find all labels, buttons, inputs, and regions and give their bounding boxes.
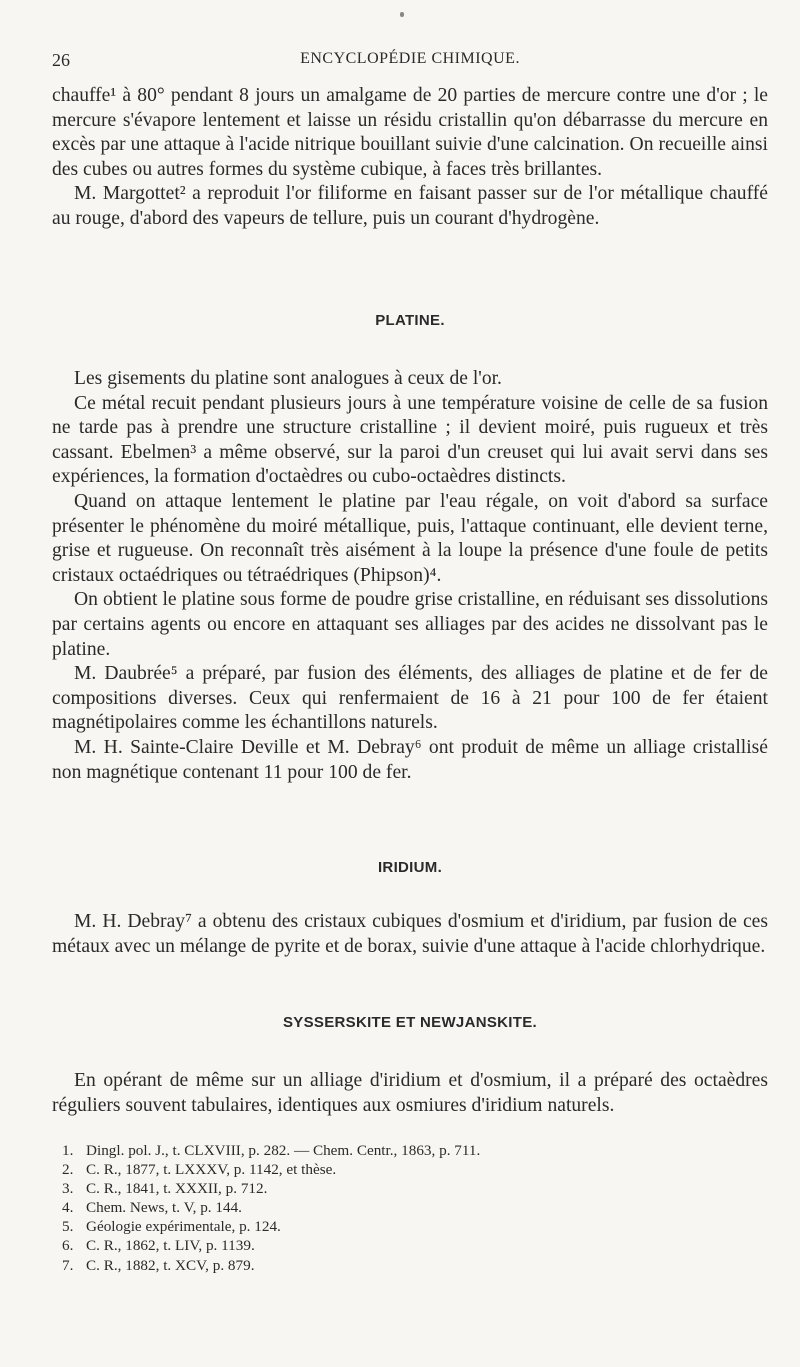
paragraph: M. Margottet² a reproduit l'or filiforme en faisant passer sur de l'or métallique chauffé au rouge, d'abord des vapeurs de tellure, puis un courant d'hydrogène. xyxy=(52,183,768,229)
footnote: 1. Dingl. pol. J., t. CLXVIII, p. 282. — Chem. Centr., 1863, p. 711. xyxy=(62,1142,481,1159)
paragraph: M. H. Debray⁷ a obtenu des cristaux cubiques d'osmium et d'iridium, par fusion de ces métaux avec un mélange de pyrite et de borax, suivie d'une attaque à l'acide chlorhydrique. xyxy=(52,911,768,957)
section-title-sysserskite: SYSSERSKITE ET NEWJANSKITE. xyxy=(283,1014,537,1031)
running-title: ENCYCLOPÉDIE CHIMIQUE. xyxy=(300,50,520,67)
ink-dot xyxy=(400,12,404,17)
paragraph: M. H. Sainte-Claire Deville et M. Debray⁶ ont produit de même un alliage cristallisé non magnétique contenant 11 pour 100 de fer. xyxy=(52,736,768,783)
section-title-platine: PLATINE. xyxy=(375,312,445,329)
paragraph: Quand on attaque lentement le platine par l'eau régale, on voit d'abord sa surface présenter le phénomène du moiré métallique, puis, l'attaque continuant, elle devient terne, grise et rugueuse. On reconnaît très aisément à la loupe la présence d'une foule de petits cristaux octaédriques ou tétraédriques (Phipson)⁴. xyxy=(52,490,768,586)
intro-text xyxy=(52,84,768,232)
footnote: 3. C. R., 1841, t. XXXII, p. 712. xyxy=(62,1180,268,1198)
platine-text xyxy=(52,367,768,785)
footnote: 7. C. R., 1882, t. XCV, p. 879. xyxy=(62,1256,255,1274)
footnote: 5. Géologie expérimentale, p. 124. xyxy=(62,1218,281,1236)
footnote: 4. Chem. News, t. V, p. 144. xyxy=(62,1199,242,1217)
page-header xyxy=(52,50,768,74)
paragraph: M. Daubrée⁵ a préparé, par fusion des éléments, des alliages de platine et de fer de compositions diverses. Ceux qui renfermaient de 16 à 21 pour 100 de fer étaient magnétipolaires comme les échantillons naturels. xyxy=(52,663,768,734)
paragraph: On obtient le platine sous forme de poudre grise cristalline, en réduisant ses dissolutions par certains agents ou encore en attaquant ses alliages par des acides ne dissolvant pas le platine. xyxy=(52,589,768,660)
iridium-text xyxy=(52,910,768,959)
footnote: 6. C. R., 1862, t. LIV, p. 1139. xyxy=(62,1237,255,1255)
paragraph: Les gisements du platine sont analogues à ceux de l'or. xyxy=(74,368,502,389)
section-title-iridium: IRIDIUM. xyxy=(377,859,443,876)
paragraph: chauffe¹ à 80° pendant 8 jours un amalgame de 20 parties de mercure contre une d'or ; le mercure s'évapore lentement et laisse un résidu cristallin qu'on débarrasse du mercure en excès par une attaque à l'acide nitrique bouillant suivie d'une calcination. On recueille ainsi des cubes ou autres formes du système cubique, à faces très brillantes. xyxy=(52,85,768,180)
footnote: 2. C. R., 1877, t. LXXXV, p. 1142, et thèse. xyxy=(62,1161,337,1179)
paragraph: Ce métal recuit pendant plusieurs jours à une température voisine de celle de sa fusion ne tarde pas à prendre une structure cristalline ; il devient moiré, puis rugueux et très cassant. Ebelmen³ a même observé, sur la paroi d'un creuset qui lui avait servi dans ses expériences, la formation d'octaèdres ou cubo-octaèdres distincts. xyxy=(52,392,768,488)
paragraph: En opérant de même sur un alliage d'iridium et d'osmium, il a préparé des octaèdres réguliers souvent tabulaires, identiques aux osmiures d'iridium naturels. xyxy=(52,1070,768,1116)
sysserskite-text xyxy=(52,1069,768,1118)
footnotes xyxy=(62,1141,662,1275)
page-number: 26 xyxy=(52,50,70,70)
